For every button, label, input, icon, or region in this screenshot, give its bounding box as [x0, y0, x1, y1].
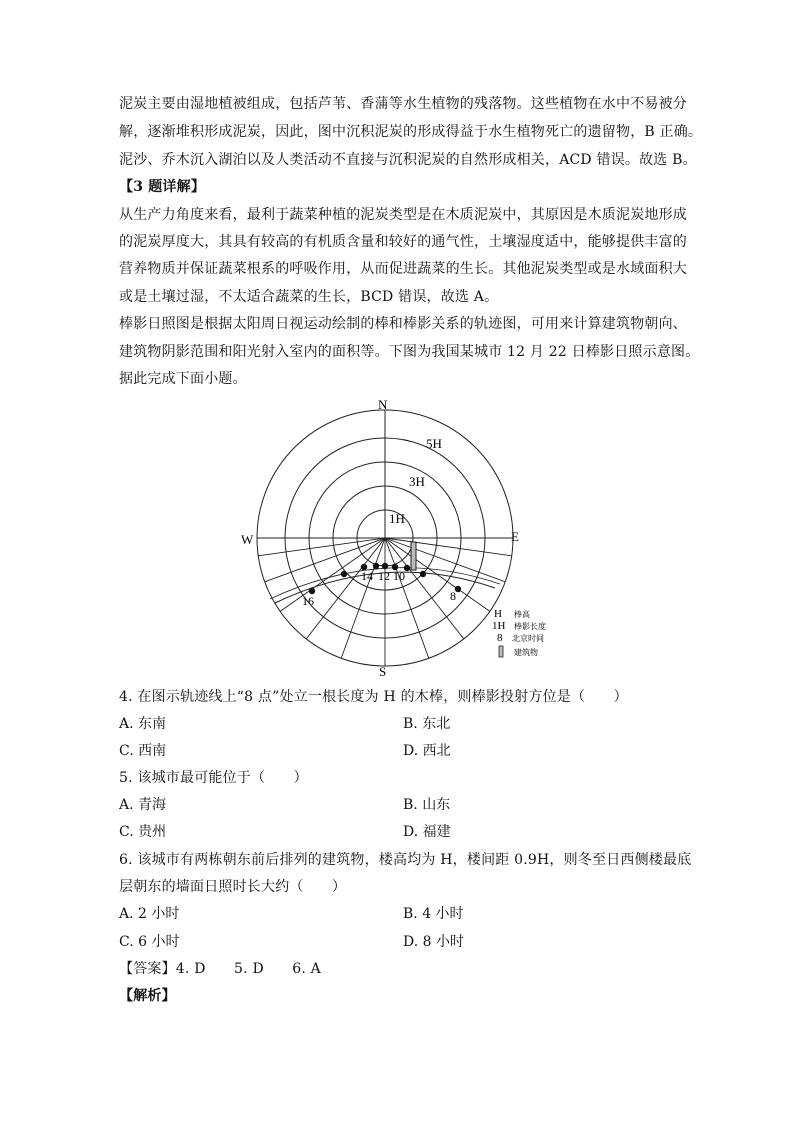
q5-stem: 5. 该城市最可能位于（ ）	[119, 770, 308, 786]
q6-stem: 6. 该城市有两栋朝东前后排列的建筑物，楼高均为 H，楼间距 0.9H，则冬至日西侧楼最底	[119, 852, 692, 868]
legend-text-building: 建筑物	[514, 648, 538, 657]
legend-symbol-1h: 1H	[492, 620, 506, 632]
shadow-tip-dot	[341, 571, 347, 577]
passage-line-3: 泥沙、乔木沉入湖泊以及人类活动不直接与沉积泥炭的自然形成相关，ACD 错误。故选 B。	[119, 152, 697, 168]
shadow-radial-line	[385, 538, 512, 556]
legend	[492, 608, 546, 657]
ring-label-1h: 1H	[389, 511, 405, 526]
shadow-tip-dot	[420, 571, 426, 577]
q5-option-a[interactable]: A. 青海	[119, 797, 167, 813]
q3-line-3: 营养物质并保证蔬菜根系的呼吸作用，从而促进蔬菜的生长。其他泥炭类型或是水域面积大	[119, 261, 687, 277]
hour-label-10: 10	[393, 569, 405, 583]
q6-option-c[interactable]: C. 6 小时	[119, 934, 180, 950]
intro-line-3: 据此完成下面小题。	[119, 371, 247, 387]
analysis-heading: 【解析】	[119, 988, 176, 1004]
q5-option-b[interactable]: B. 山东	[403, 797, 451, 813]
building-mark	[411, 542, 416, 570]
answer-line: 【答案】4. D 5. D 6. A	[119, 961, 321, 977]
q4-option-c[interactable]: C. 西南	[119, 743, 167, 759]
dir-n: N	[378, 397, 388, 412]
q6-stem-cont: 层朝东的墙面日照时长大约（ ）	[119, 879, 347, 895]
q4-option-b[interactable]: B. 东北	[403, 716, 451, 732]
hour-label-16: 16	[302, 594, 314, 608]
q4-option-a[interactable]: A. 东南	[119, 716, 167, 732]
q3-line-2: 的泥炭厚度大，其具有较高的有机质含量和较好的通气性，土壤湿度适中，能够提供丰富的	[119, 234, 687, 250]
hour-label-8: 8	[450, 589, 456, 603]
hour-label-14: 14	[361, 569, 373, 583]
q3-line-1: 从生产力角度来看，最利于蔬菜种植的泥炭类型是在木质泥炭中，其原因是木质泥炭地形成	[119, 207, 687, 223]
q6-option-b[interactable]: B. 4 小时	[403, 906, 464, 922]
ring-label-5h: 5H	[426, 436, 442, 451]
q4-option-d[interactable]: D. 西北	[403, 743, 451, 759]
q3-heading: 【3 题详解】	[119, 179, 206, 195]
legend-text-8: 北京时间	[512, 634, 544, 643]
passage-line-1: 泥炭主要由湿地植被组成，包括芦苇、香蒲等水生植物的残落物。这些植物在水中不易被分	[119, 96, 687, 112]
legend-text-h: 棒高	[514, 610, 530, 619]
passage-line-2: 解，逐渐堆积形成泥炭，因此，图中沉积泥炭的形成得益于水生植物死亡的遗留物，B 正确。	[119, 124, 703, 140]
dir-w: W	[241, 532, 254, 547]
intro-line-2: 建筑物阴影范围和阳光射入室内的面积等。下图为我国某城市 12 月 22 日棒影日照示意图。	[119, 344, 700, 360]
dir-s: S	[379, 664, 387, 679]
legend-building-icon	[499, 646, 503, 657]
q6-option-d[interactable]: D. 8 小时	[403, 934, 464, 950]
q4-stem: 4. 在图示轨迹线上“8 点”处立一根长度为 H 的木棒，则棒影投射方位是（ ）	[119, 689, 628, 705]
legend-symbol-8: 8	[497, 632, 503, 644]
q5-option-d[interactable]: D. 福建	[403, 824, 451, 840]
legend-text-1h: 棒影长度	[514, 622, 546, 631]
shadow-radial-line	[258, 538, 385, 556]
legend-symbol-h: H	[494, 608, 502, 620]
q3-line-4: 或是土壤过湿，不太适合蔬菜的生长，BCD 错误，故选 A。	[119, 289, 499, 305]
q6-option-a[interactable]: A. 2 小时	[119, 906, 180, 922]
dir-e: E	[511, 529, 519, 544]
q5-option-c[interactable]: C. 贵州	[119, 824, 167, 840]
intro-line-1: 棒影日照图是根据太阳周日视运动绘制的棒和棒影关系的轨迹图，可用来计算建筑物朝向、	[119, 316, 687, 332]
ring-label-3h: 3H	[409, 474, 425, 489]
hour-label-12: 12	[378, 569, 390, 583]
